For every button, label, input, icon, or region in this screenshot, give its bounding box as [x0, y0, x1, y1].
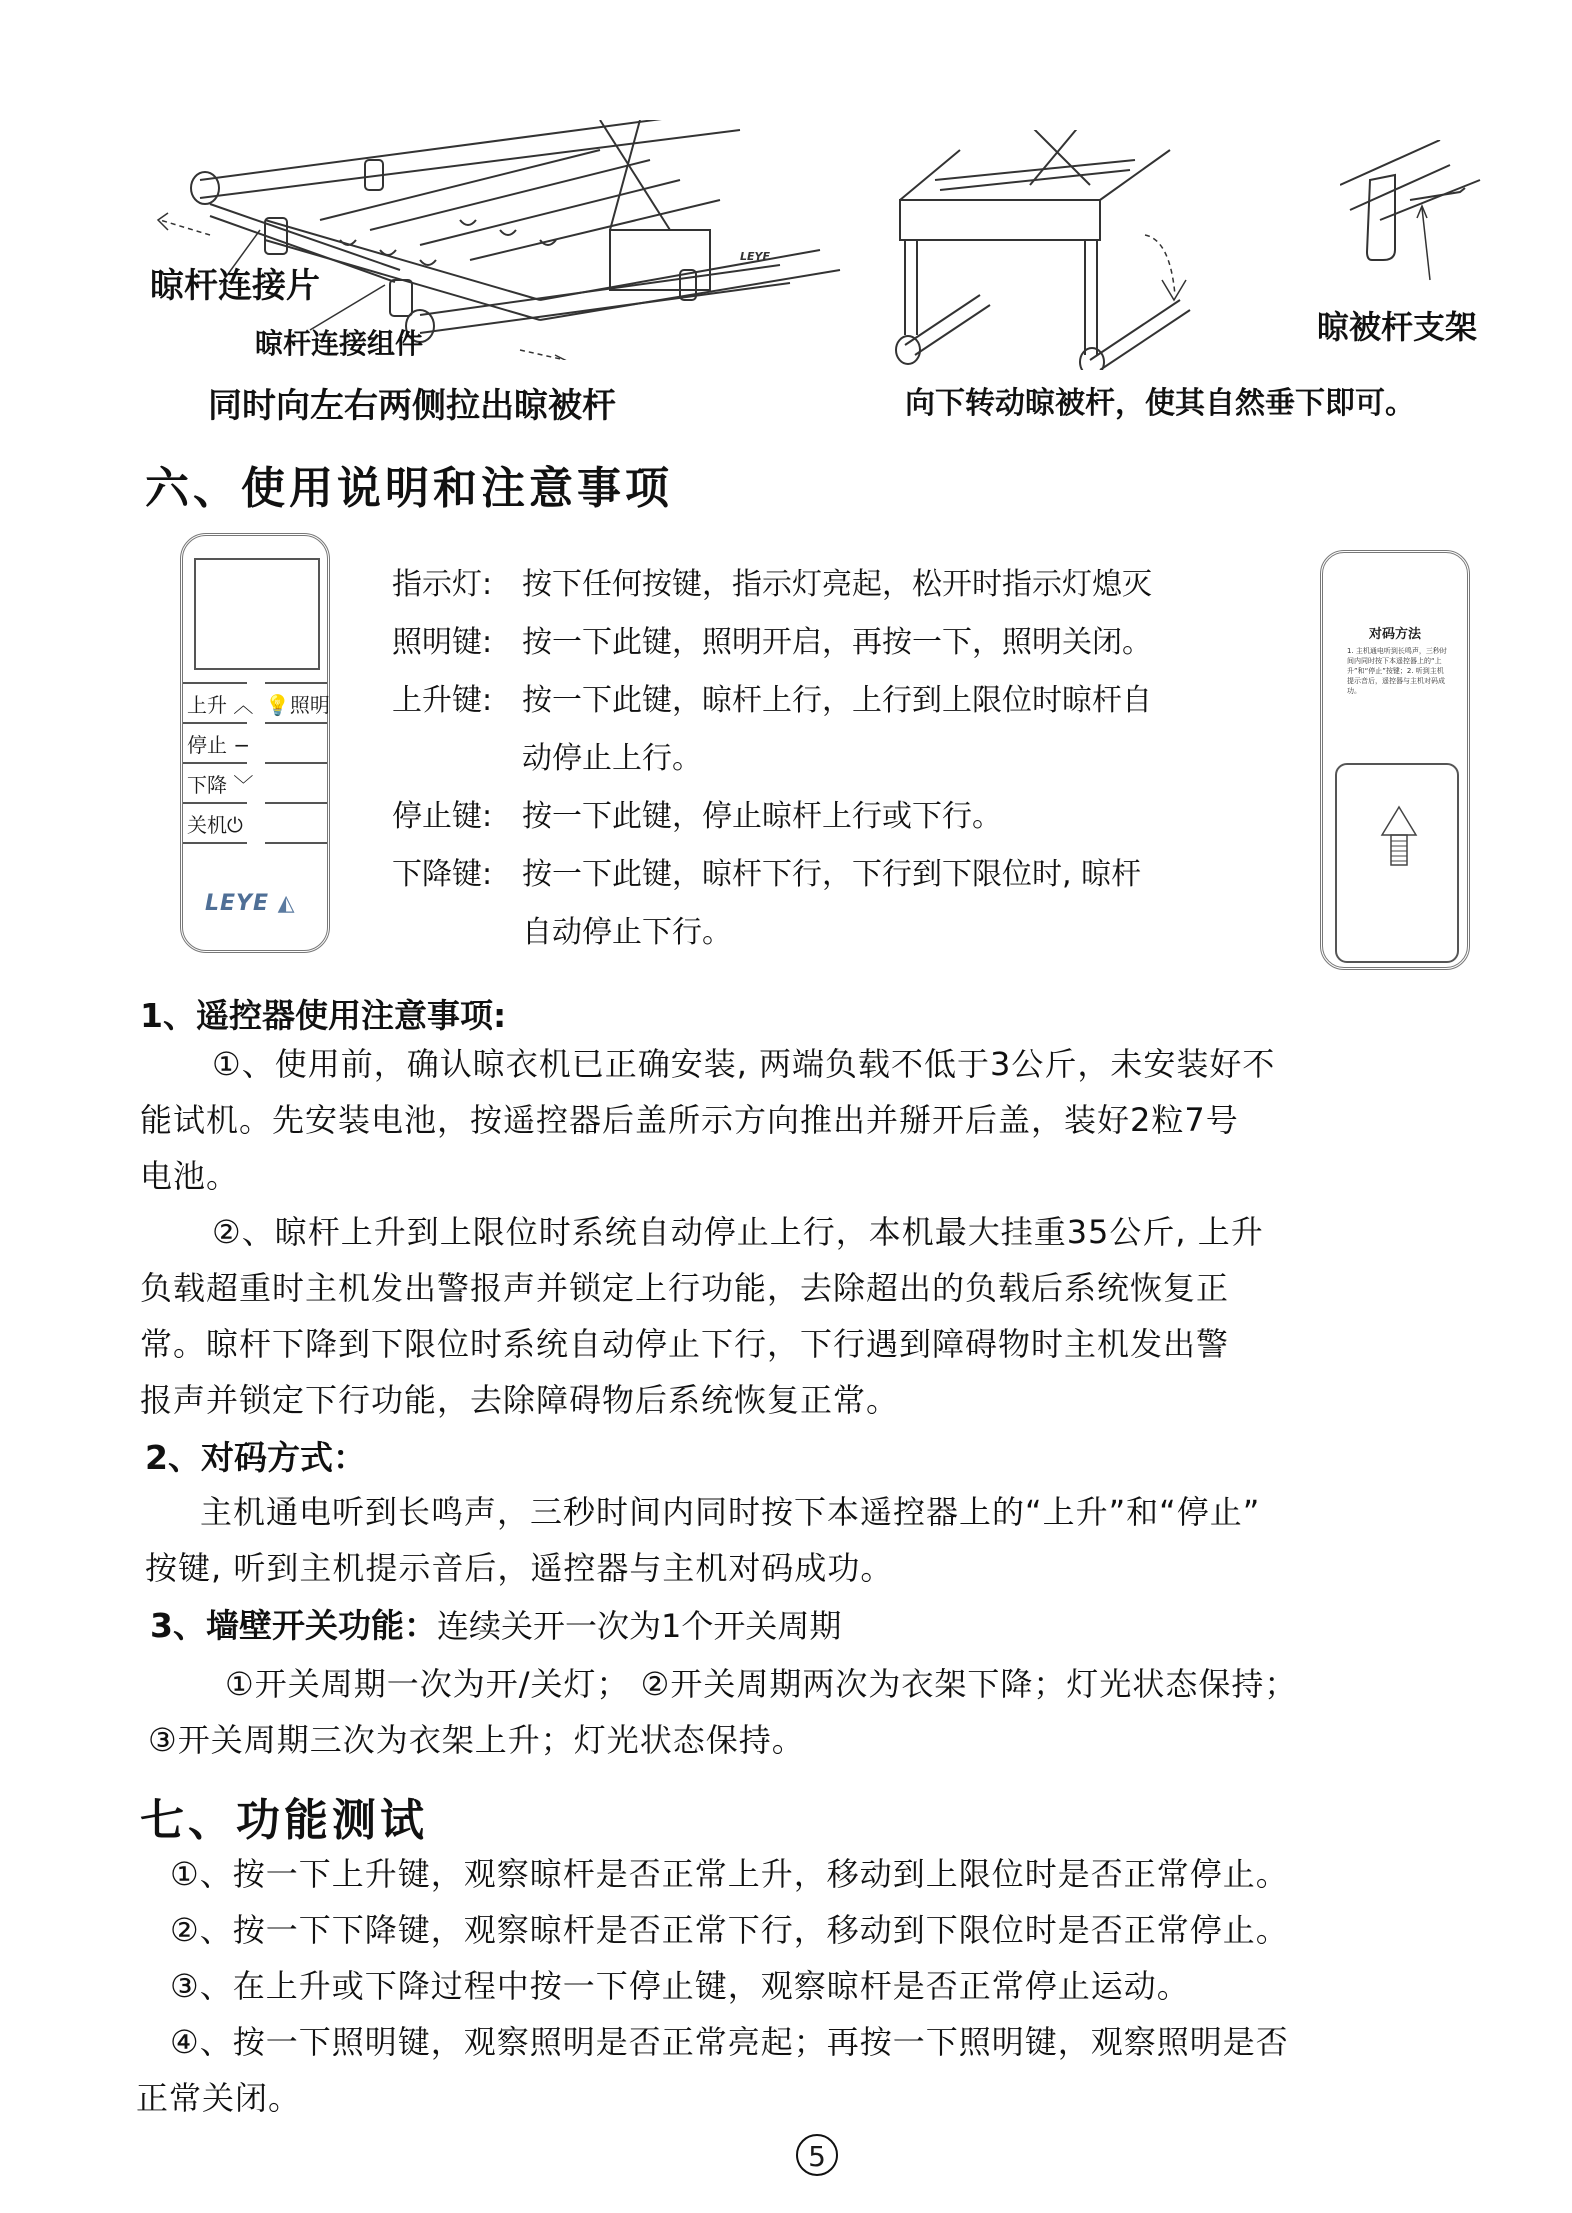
remote-indicator-window	[194, 558, 320, 670]
rack-rotate-illustration	[880, 130, 1300, 370]
sub1-line-6: 常。晾杆下降到下限位时系统自动停止下行，下行遇到障碍物时主机发出警	[140, 1325, 1230, 1363]
up-arrow-icon	[1379, 805, 1419, 867]
sub2-line-2: 按键, 听到主机提示音后，遥控器与主机对码成功。	[145, 1549, 894, 1587]
pairing-method-text: 1. 主机通电听到长鸣声，三秒时间内同时按下本遥控器上的“上升”和“停止”按键；2. 听到主机提示音后，遥控器与主机对码成功。	[1347, 647, 1447, 695]
chevron-up-icon: ︿	[227, 693, 254, 717]
pairing-method-title: 对码方法	[1368, 627, 1421, 642]
key-desc-up-cont: 动停止上行。	[522, 741, 702, 776]
sub1-line-4: ②、晾杆上升到上限位时系统自动停止上行，本机最大挂重35公斤, 上升	[212, 1213, 1264, 1251]
chevron-down-icon: ﹀	[227, 773, 254, 797]
sub1-line-2: 能试机。先安装电池，按遥控器后盖所示方向推出并掰开后盖，装好2粒7号	[140, 1101, 1239, 1139]
remote-button-power: 关机⏻	[183, 806, 247, 844]
bulb-icon: 💡	[265, 693, 290, 717]
test-line-4: ④、按一下照明键，观察照明是否正常亮起；再按一下照明键，观察照明是否	[170, 2023, 1289, 2061]
remote-button-light: 💡照明	[265, 686, 327, 724]
power-icon: ⏻	[227, 813, 243, 837]
test-line-2: ②、按一下下降键，观察晾杆是否正常下行，移动到下限位时是否正常停止。	[170, 1911, 1289, 1949]
remote-button-up: 上升 ︿	[183, 686, 247, 724]
test-line-5: 正常关闭。	[136, 2079, 302, 2117]
page-number: 5	[796, 2134, 838, 2176]
sub1-line-1: ①、使用前，确认晾衣机已正确安装, 两端负载不低于3公斤，未安装好不	[212, 1045, 1276, 1083]
key-desc-stop: 停止键: 按一下此键，停止晾杆上行或下行。	[392, 799, 1002, 834]
remote-button-stop: 停止 −	[183, 726, 247, 764]
sub3-line-1: ①开关周期一次为开/关灯； ②开关周期两次为衣架下降；灯光状态保持；	[225, 1665, 1298, 1703]
label-connector-piece: 晾杆连接片	[150, 266, 320, 306]
sub2-line-1: 主机通电听到长鸣声，三秒时间内同时按下本遥控器上的“上升”和“停止”	[200, 1493, 1261, 1531]
label-connector-assembly: 晾杆连接组件	[255, 327, 424, 360]
dash-icon: −	[227, 733, 251, 757]
battery-cover	[1335, 763, 1459, 963]
caption-rotate-down: 向下转动晾被杆，使其自然垂下即可。	[905, 386, 1415, 421]
remote-control-front	[180, 533, 330, 953]
remote-button-down: 下降 ﹀	[183, 766, 247, 804]
key-desc-light: 照明键: 按一下此键，照明开启，再按一下，照明关闭。	[392, 625, 1152, 660]
brand-wing-icon: ◭	[269, 891, 296, 916]
key-desc-down: 下降键: 按一下此键，晾杆下行，下行到下限位时, 晾杆	[392, 857, 1142, 892]
sub3-title-rest: 连续关开一次为1个开关周期	[436, 1607, 842, 1645]
sub1-line-3: 电池。	[140, 1157, 240, 1195]
test-line-1: ①、按一下上升键，观察晾杆是否正常上升，移动到上限位时是否正常停止。	[170, 1855, 1289, 1893]
remote-brand-logo: LEYE ◭	[205, 891, 296, 916]
label-quilt-rod-bracket: 晾被杆支架	[1317, 308, 1478, 346]
key-descriptions	[392, 556, 1152, 962]
remote-control-back	[1320, 550, 1470, 970]
sub3-line-2: ③开关周期三次为衣架上升；灯光状态保持。	[148, 1721, 805, 1759]
sub2-title: 2、对码方式：	[145, 1438, 366, 1477]
key-desc-indicator: 指示灯: 按下任何按键，指示灯亮起，松开时指示灯熄灭	[392, 567, 1152, 602]
test-line-3: ③、在上升或下降过程中按一下停止键，观察晾杆是否正常停止运动。	[170, 1967, 1190, 2005]
bracket-illustration	[1340, 140, 1490, 290]
rack-pullout-illustration	[140, 120, 860, 360]
sub1-title: 1、遥控器使用注意事项:	[140, 996, 507, 1035]
sub3-title: 3、墙壁开关功能：连续关开一次为1个开关周期	[150, 1606, 842, 1645]
caption-pull-out: 同时向左右两侧拉出晾被杆	[208, 386, 616, 426]
sub1-line-5: 负载超重时主机发出警报声并锁定上行功能，去除超出的负载后系统恢复正	[140, 1269, 1230, 1307]
sub1-line-7: 报声并锁定下行功能，去除障碍物后系统恢复正常。	[140, 1381, 900, 1419]
key-desc-up: 上升键: 按一下此键，晾杆上行，上行到上限位时晾杆自	[392, 683, 1152, 718]
key-desc-down-cont: 自动停止下行。	[522, 915, 732, 950]
rack-brand-mark: LEYE	[740, 250, 771, 263]
section-6-title: 六、使用说明和注意事项	[145, 463, 673, 514]
section-7-title: 七、功能测试	[140, 1795, 428, 1846]
